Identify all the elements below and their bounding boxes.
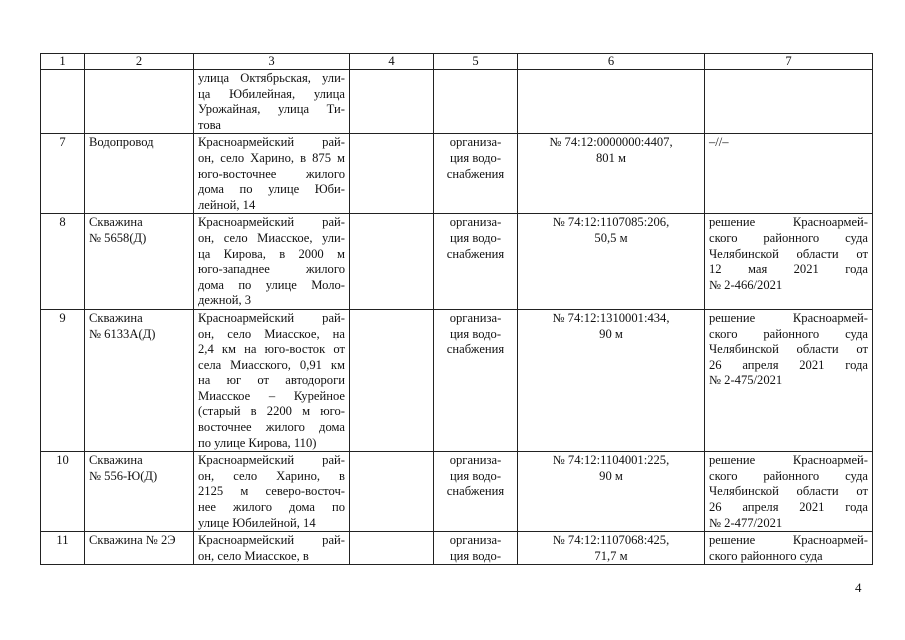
location-line: Красноармейский рай-: [198, 135, 345, 150]
location-line: он, село Миасское, в: [198, 548, 309, 563]
row-number-cell: 7: [41, 134, 85, 214]
location-line: Миасское – Курейное: [198, 388, 345, 403]
column-number-1: 1: [41, 54, 85, 70]
object-name-cell: [85, 532, 194, 565]
decision-line: решение Красноармей-: [709, 310, 868, 325]
column-4-cell: [350, 309, 434, 451]
cadastral-line: 71,7 м: [594, 548, 628, 563]
location-line: 2,4 км на юго-восток от: [198, 342, 345, 357]
column-number-5: 5: [434, 54, 518, 70]
operator-line: снабжения: [446, 342, 505, 357]
cadastral-line: 801 м: [595, 150, 626, 165]
cadastral-cell: [518, 214, 705, 310]
operator-line: ция водо-: [449, 548, 502, 563]
object-name-line: Скважина: [89, 453, 143, 468]
decision-line: 12 мая 2021 года: [709, 262, 868, 277]
column-4-cell: [350, 214, 434, 310]
table-row: [41, 532, 873, 565]
table-body: [41, 70, 873, 565]
location-line: он, село Харино, в: [198, 468, 345, 483]
object-name-cell: [85, 134, 194, 214]
decision-cell: [705, 309, 873, 451]
column-4-cell: [350, 70, 434, 134]
table-row: [41, 134, 873, 214]
decision-line: ского районного суда: [709, 230, 868, 245]
location-line: Красноармейский рай-: [198, 310, 345, 325]
decision-line: ского районного суда: [709, 468, 868, 483]
operator-line: ция водо-: [449, 326, 502, 341]
decision-cell: [705, 134, 873, 214]
table-row: [41, 309, 873, 451]
operator-cell: [434, 70, 518, 134]
cadastral-line: 90 м: [599, 326, 623, 341]
location-line: села Миасского, 0,91 км: [198, 357, 345, 372]
operator-cell: [434, 452, 518, 532]
operator-cell: [434, 309, 518, 451]
cadastral-cell: [518, 532, 705, 565]
operator-line: организа-: [449, 533, 502, 548]
location-line: юго-западнее жилого: [198, 262, 345, 277]
cadastral-line: № 74:12:1310001:434,: [552, 310, 670, 325]
location-line: юго-восточнее жилого: [198, 166, 345, 181]
column-4-cell: [350, 532, 434, 565]
row-number-cell: 10: [41, 452, 85, 532]
decision-line: № 2-466/2021: [709, 277, 783, 292]
decision-cell: [705, 452, 873, 532]
location-cell: [194, 214, 350, 310]
location-line: по улице Кирова, 110): [198, 435, 317, 450]
cadastral-line: № 74:12:1107068:425,: [552, 533, 670, 548]
operator-line: ция водо-: [449, 230, 502, 245]
decision-line: Челябинской области от: [709, 342, 868, 357]
location-line: дома по улице Моло-: [198, 277, 345, 292]
decision-line: 26 апреля 2021 года: [709, 357, 868, 372]
location-line: дежной, 3: [198, 293, 252, 308]
operator-line: ция водо-: [449, 150, 502, 165]
location-line: ца Юбилейная, улица: [198, 86, 345, 101]
location-cell: [194, 452, 350, 532]
object-name-line: № 6133А(Д): [89, 326, 156, 341]
location-cell: [194, 532, 350, 565]
object-name-line: Скважина: [89, 215, 143, 230]
cadastral-line: № 74:12:0000000:4407,: [549, 135, 673, 150]
column-number-2: 2: [85, 54, 194, 70]
location-line: Урожайная, улица Ти-: [198, 102, 345, 117]
column-4-cell: [350, 134, 434, 214]
decision-line: № 2-477/2021: [709, 515, 783, 530]
cadastral-cell: [518, 134, 705, 214]
cadastral-line: 90 м: [599, 468, 623, 483]
operator-line: снабжения: [446, 166, 505, 181]
registry-table: [40, 53, 873, 565]
decision-line: Челябинской области от: [709, 246, 868, 261]
row-number-cell: 11: [41, 532, 85, 565]
cadastral-line: № 74:12:1107085:206,: [552, 215, 670, 230]
object-name-cell: [85, 70, 194, 134]
decision-cell: [705, 70, 873, 134]
operator-line: снабжения: [446, 484, 505, 499]
location-line: 2125 м северо-восточ-: [198, 484, 345, 499]
location-cell: [194, 70, 350, 134]
table-row: [41, 452, 873, 532]
operator-cell: [434, 214, 518, 310]
decision-cell: [705, 214, 873, 310]
row-number-cell: [41, 70, 85, 134]
column-number-4: 4: [350, 54, 434, 70]
cadastral-line: 50,5 м: [594, 230, 628, 245]
location-line: улица Октябрьская, ули-: [198, 71, 345, 85]
object-name-cell: [85, 452, 194, 532]
operator-line: снабжения: [446, 246, 505, 261]
column-number-6: 6: [518, 54, 705, 70]
location-line: лейной, 14: [198, 197, 256, 212]
cadastral-cell: [518, 452, 705, 532]
location-line: Красноармейский рай-: [198, 453, 345, 468]
cadastral-line: № 74:12:1104001:225,: [552, 453, 670, 468]
location-cell: [194, 309, 350, 451]
column-number-3: 3: [194, 54, 350, 70]
column-number-7: 7: [705, 54, 873, 70]
column-4-cell: [350, 452, 434, 532]
decision-line: –//–: [709, 135, 729, 150]
object-name-cell: [85, 309, 194, 451]
operator-cell: [434, 134, 518, 214]
location-line: улице Юбилейной, 14: [198, 515, 316, 530]
location-line: нее жилого дома по: [198, 500, 345, 515]
object-name-line: Водопровод: [89, 135, 154, 150]
location-line: восточнее жилого дома: [198, 420, 345, 435]
location-line: Красноармейский рай-: [198, 533, 345, 548]
decision-line: решение Красноармей-: [709, 215, 868, 230]
location-line: он, село Миасское, ули-: [198, 230, 345, 245]
location-line: дома по улице Юби-: [198, 182, 345, 197]
location-line: (старый в 2200 м юго-: [198, 404, 345, 419]
location-line: Красноармейский рай-: [198, 215, 345, 230]
operator-line: организа-: [449, 310, 502, 325]
decision-line: ского районного суда: [709, 548, 823, 563]
table-row: [41, 214, 873, 310]
decision-line: ского районного суда: [709, 326, 868, 341]
operator-cell: [434, 532, 518, 565]
object-name-line: № 5658(Д): [89, 230, 147, 245]
decision-line: решение Красноармей-: [709, 533, 868, 548]
column-number-row: [41, 54, 873, 70]
decision-line: Челябинской области от: [709, 484, 868, 499]
page-number: 4: [855, 580, 862, 595]
decision-line: 26 апреля 2021 года: [709, 500, 868, 515]
object-name-line: № 556-Ю(Д): [89, 468, 158, 483]
operator-line: организа-: [449, 453, 502, 468]
table-row: [41, 70, 873, 134]
location-line: това: [198, 117, 222, 132]
decision-line: № 2-475/2021: [709, 373, 783, 388]
object-name-line: Скважина: [89, 310, 143, 325]
location-line: ца Кирова, в 2000 м: [198, 246, 345, 261]
cadastral-cell: [518, 309, 705, 451]
object-name-line: Скважина № 2Э: [89, 533, 176, 548]
object-name-cell: [85, 214, 194, 310]
location-line: он, село Миасское, на: [198, 326, 345, 341]
decision-line: решение Красноармей-: [709, 453, 868, 468]
operator-line: организа-: [449, 215, 502, 230]
operator-line: организа-: [449, 135, 502, 150]
location-line: на юг от автодороги: [198, 373, 345, 388]
row-number-cell: 8: [41, 214, 85, 310]
location-cell: [194, 134, 350, 214]
location-line: он, село Харино, в 875 м: [198, 150, 345, 165]
decision-cell: [705, 532, 873, 565]
cadastral-cell: [518, 70, 705, 134]
operator-line: ция водо-: [449, 468, 502, 483]
row-number-cell: 9: [41, 309, 85, 451]
